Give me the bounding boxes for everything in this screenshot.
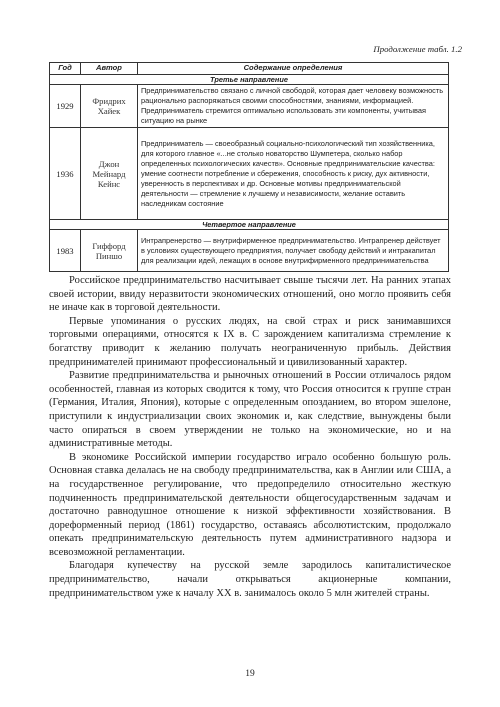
row-year: 1929 — [50, 85, 81, 128]
row-author — [81, 128, 138, 220]
section-row — [50, 75, 449, 85]
row-definition: Предпринимательство связано с личной свободой, которая дает человеку возможность рационально распоряжаться своими способностями, знаниями, информацией. Предприниматель стремится оптимально использовать эти компоненты, учитывая ситуацию на рынке — [138, 85, 449, 128]
author-line: Джон — [98, 158, 120, 169]
author-line: Пиншо — [95, 250, 123, 261]
author-line: Хайек — [97, 106, 121, 117]
page-number: 19 — [245, 669, 255, 679]
section-title: Третье направление — [50, 75, 449, 85]
table-row — [50, 85, 449, 128]
author-line: Мейнард — [92, 168, 126, 179]
author-line: Гиффорд — [92, 240, 126, 251]
author-line: Кейнс — [97, 178, 121, 189]
paragraph: Первые упоминания о русских людях, на свой страх и риск занимавшихся торговыми операциями, относятся к IX в. С зарождением капитализма стремление к богатству приводит к желанию получать неограниченную прибыль. Действия предпринимателей принимают профессиональный и цивилизованный характер. — [49, 315, 451, 368]
row-definition: Предприниматель — своеобразный социально-психологический тип хозяйственника, для которого главное «...не столько новаторство Шумпетера, сколько набор определенных психологических качеств». Основные предпринимательские качества: умение соотнести потребление и сбережения, способность к риску, дух активности, уверенность в перспективах и др. Основные мотивы предпринимательской деятельности — стремление к лучшему и независимости, желание оставить наследникам состояние — [138, 128, 449, 220]
row-year: 1983 — [50, 230, 81, 272]
paragraph: В экономике Российской империи государство играло особенно большую роль. Основная ставка делалась не на свободу предпринимательства, как в Англии или США, а на государственное регулирование, что предопределило относительно жесткую подчиненность предпринимательской деятельности общегосударственным задачам и достаточно равнодушное отношение к низкой эффективности хозяйствования. В дореформенный период (1861) государство, оставаясь абсолютистским, продолжало опекать предпринимательскую деятельность путем административного надзора и всевозможной регламентации. — [49, 451, 451, 558]
row-year: 1936 — [50, 128, 81, 220]
body-text — [49, 274, 451, 600]
row-definition: Интрапренерство — внутрифирменное предпринимательство. Интрапренер действует в условиях существующего предприятия, получает свободу действий и интракапитал для реализации идей, лежащих в основе внутрифирменного предпринимательства — [138, 230, 449, 272]
row-author — [81, 230, 138, 272]
table-row — [50, 230, 449, 272]
section-title: Четвертое направление — [50, 220, 449, 230]
table-header-row — [50, 63, 449, 75]
author-line: Фридрих — [92, 96, 126, 107]
header-author: Автор — [81, 63, 138, 75]
paragraph: Российское предпринимательство насчитывает свыше тысячи лет. На ранних этапах своей истории, ввиду неразвитости экономических отношений, оно могло проявить себя не иначе как в торговой деятельности. — [49, 275, 451, 314]
row-author — [81, 85, 138, 128]
header-definition: Содержание определения — [138, 63, 449, 75]
section-row — [50, 220, 449, 230]
definitions-table — [49, 62, 449, 272]
paragraph: Развитие предпринимательства и рыночных отношений в России отличалось рядом особенностей, главная из которых сводится к тому, что Россия относится к группе стран (Германия, Италия, Япония), которые с определенным опозданием, во втором эшелоне, приступили к индустриализации своих экономик и, как следствие, вынуждены были часто опираться в своем утверждении не только на экономические, но и на административные методы. — [49, 370, 451, 450]
table-row — [50, 128, 449, 220]
table-continuation-label: Продолжение табл. 1.2 — [373, 44, 462, 54]
header-year: Год — [50, 63, 81, 75]
paragraph: Благодаря купечеству на русской земле зародилось капиталистическое предпринимательство, начали открываться акционерные компании, предпринимательством уже к началу XX в. занималось около 5 млн жителей страны. — [49, 560, 451, 599]
